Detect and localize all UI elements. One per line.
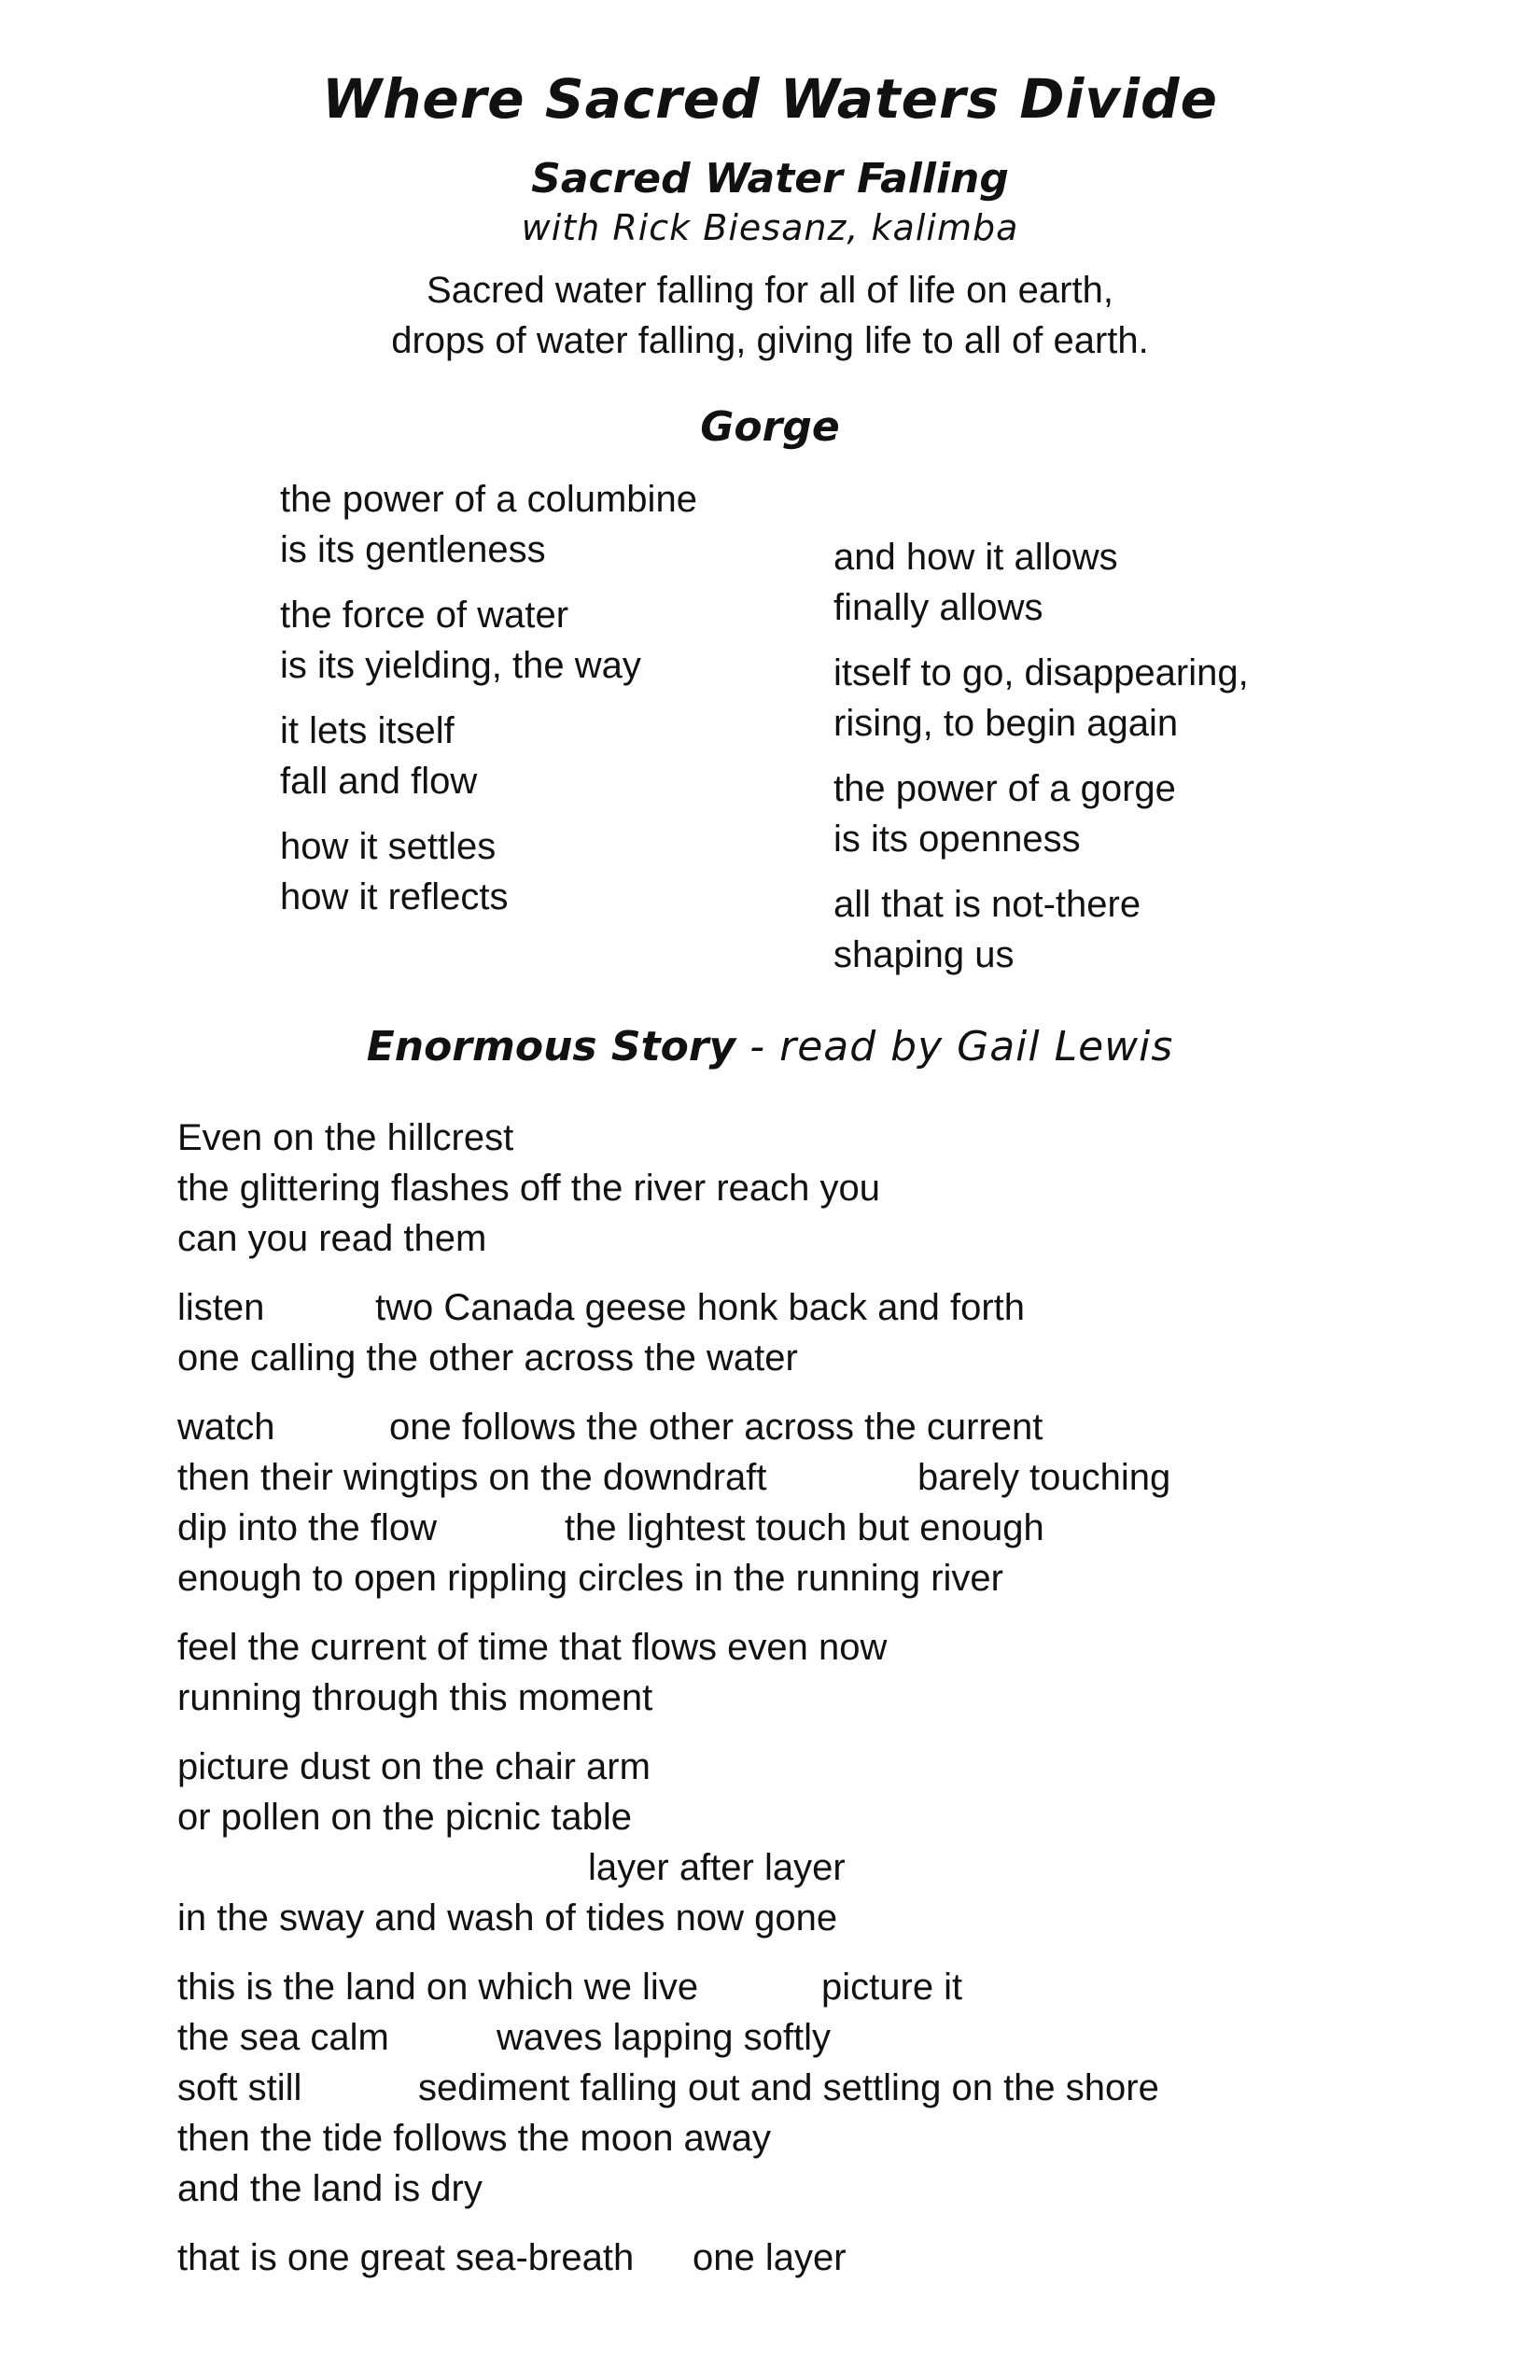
story-line: one follows the other across the current xyxy=(389,1407,1043,1448)
story-title-text: Enormous Story xyxy=(366,1023,736,1071)
story-line: can you read them xyxy=(177,1218,487,1259)
story-line: this is the land on which we live xyxy=(177,1967,699,2008)
story-line: then their wingtips on the downdraft xyxy=(177,1457,767,1498)
gorge-right-line: is its openness xyxy=(833,819,1081,860)
gorge-right-line: rising, to begin again xyxy=(833,703,1179,744)
story-title xyxy=(0,1023,1540,1071)
story-line: one layer xyxy=(693,2237,847,2278)
gorge-left-line: it lets itself xyxy=(280,710,455,751)
story-line: the sea calm xyxy=(177,2017,389,2058)
gorge-right-line: all that is not-there xyxy=(833,884,1141,925)
story-line: listen xyxy=(177,1287,265,1328)
story-line: running through this moment xyxy=(177,1677,653,1718)
page-title: Where Sacred Waters Divide xyxy=(322,67,1218,131)
gorge-left-line: fall and flow xyxy=(280,761,478,802)
gorge-right-line: the power of a gorge xyxy=(833,768,1176,809)
story-line: then the tide follows the moon away xyxy=(177,2118,771,2159)
story-line: dip into the flow xyxy=(177,1507,437,1548)
story-line: or pollen on the picnic table xyxy=(177,1797,632,1838)
gorge-right-line: finally allows xyxy=(833,587,1043,628)
story-line: waves lapping softly xyxy=(497,2017,831,2058)
story-line: feel the current of time that flows even now xyxy=(177,1627,888,1668)
story-line: layer after layer xyxy=(588,1847,846,1888)
gorge-left-line: is its yielding, the way xyxy=(280,645,641,686)
story-line: watch xyxy=(177,1407,275,1448)
story-line: that is one great sea-breath xyxy=(177,2237,635,2278)
story-line: picture dust on the chair arm xyxy=(177,1746,651,1787)
gorge-right-line: itself to go, disappearing, xyxy=(833,652,1249,693)
story-line: picture it xyxy=(821,1967,963,2008)
story-line: enough to open rippling circles in the running river xyxy=(177,1558,1003,1599)
story-line: one calling the other across the water xyxy=(177,1337,798,1379)
gorge-left-line: the force of water xyxy=(280,595,569,636)
gorge-right-line: and how it allows xyxy=(833,537,1118,578)
gorge-left-line: how it reflects xyxy=(280,876,509,917)
gorge-title: Gorge xyxy=(700,403,840,451)
song-line: Sacred water falling for all of life on earth, xyxy=(427,270,1113,311)
song-credit: with Rick Biesanz, kalimba xyxy=(521,207,1019,248)
story-line: barely touching xyxy=(917,1457,1171,1498)
gorge-left-line: how it settles xyxy=(280,826,497,867)
story-line: Even on the hillcrest xyxy=(177,1117,514,1158)
song-title: Sacred Water Falling xyxy=(531,155,1009,203)
story-line: sediment falling out and settling on the shore xyxy=(418,2067,1159,2108)
story-line: the glittering flashes off the river reach you xyxy=(177,1168,881,1209)
gorge-left-line: the power of a columbine xyxy=(280,479,697,520)
story-reader: - read by Gail Lewis xyxy=(735,1023,1174,1071)
gorge-left-line: is its gentleness xyxy=(280,529,546,570)
gorge-right-line: shaping us xyxy=(833,934,1015,975)
story-line: and the land is dry xyxy=(177,2168,483,2209)
story-line: two Canada geese honk back and forth xyxy=(375,1287,1026,1328)
story-line: soft still xyxy=(177,2067,302,2108)
song-line: drops of water falling, giving life to all of earth. xyxy=(391,320,1149,361)
story-line: in the sway and wash of tides now gone xyxy=(177,1897,838,1939)
story-line: the lightest touch but enough xyxy=(565,1507,1044,1548)
